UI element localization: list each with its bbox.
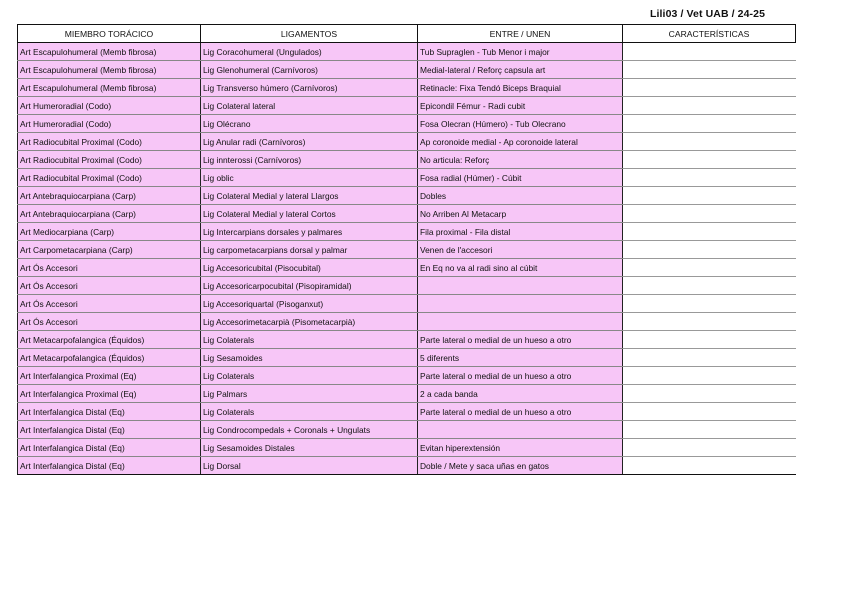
header-miembro-toracico: MIEMBRO TORÁCICO bbox=[18, 25, 201, 43]
cell-ligament: Lig innterossi (Carnívoros) bbox=[201, 151, 418, 169]
cell-between bbox=[418, 313, 623, 331]
cell-ligament: Lig Accesoricubital (Pisocubital) bbox=[201, 259, 418, 277]
cell-ligament: Lig Palmars bbox=[201, 385, 418, 403]
cell-ligament: Lig Colateral lateral bbox=[201, 97, 418, 115]
cell-ligament: Lig Coracohumeral (Ungulados) bbox=[201, 43, 418, 61]
cell-joint: Art Escapulohumeral (Memb fibrosa) bbox=[18, 61, 201, 79]
cell-characteristics bbox=[623, 439, 796, 457]
cell-characteristics bbox=[623, 313, 796, 331]
cell-between: Ap coronoide medial - Ap coronoide lateral bbox=[418, 133, 623, 151]
cell-characteristics bbox=[623, 151, 796, 169]
cell-ligament: Lig Colaterals bbox=[201, 367, 418, 385]
cell-between: Parte lateral o medial de un hueso a otro bbox=[418, 367, 623, 385]
table-row bbox=[18, 187, 796, 205]
cell-joint: Art Humeroradial (Codo) bbox=[18, 115, 201, 133]
cell-between: Dobles bbox=[418, 187, 623, 205]
table-row bbox=[18, 241, 796, 259]
table-row bbox=[18, 61, 796, 79]
cell-ligament: Lig Glenohumeral (Carnívoros) bbox=[201, 61, 418, 79]
cell-characteristics bbox=[623, 349, 796, 367]
cell-joint: Art Interfalangica Proximal (Eq) bbox=[18, 367, 201, 385]
cell-characteristics bbox=[623, 133, 796, 151]
table-row bbox=[18, 331, 796, 349]
cell-ligament: Lig Sesamoides bbox=[201, 349, 418, 367]
cell-ligament: Lig Transverso húmero (Carnívoros) bbox=[201, 79, 418, 97]
cell-between: Doble / Mete y saca uñas en gatos bbox=[418, 457, 623, 475]
cell-characteristics bbox=[623, 223, 796, 241]
cell-between: Epicondil Fémur - Radi cubit bbox=[418, 97, 623, 115]
cell-between: No Arriben Al Metacarp bbox=[418, 205, 623, 223]
cell-joint: Art Escapulohumeral (Memb fibrosa) bbox=[18, 79, 201, 97]
cell-between bbox=[418, 277, 623, 295]
cell-ligament: Lig Accesorimetacarpià (Pisometacarpià) bbox=[201, 313, 418, 331]
cell-characteristics bbox=[623, 403, 796, 421]
table-row bbox=[18, 259, 796, 277]
table-body bbox=[18, 43, 796, 475]
cell-ligament: Lig oblic bbox=[201, 169, 418, 187]
table-row bbox=[18, 223, 796, 241]
cell-joint: Art Metacarpofalangica (Équidos) bbox=[18, 331, 201, 349]
table-row bbox=[18, 169, 796, 187]
cell-joint: Art Mediocarpiana (Carp) bbox=[18, 223, 201, 241]
cell-ligament: Lig Accesoricarpocubital (Pisopiramidal) bbox=[201, 277, 418, 295]
cell-characteristics bbox=[623, 169, 796, 187]
cell-characteristics bbox=[623, 331, 796, 349]
cell-joint: Art Ós Accesori bbox=[18, 259, 201, 277]
cell-characteristics bbox=[623, 367, 796, 385]
cell-ligament: Lig Anular radi (Carnívoros) bbox=[201, 133, 418, 151]
cell-characteristics bbox=[623, 385, 796, 403]
cell-joint: Art Radiocubital Proximal (Codo) bbox=[18, 169, 201, 187]
author-credit: Lili03 / Vet UAB / 24-25 bbox=[650, 8, 766, 20]
table-row bbox=[18, 439, 796, 457]
table-row bbox=[18, 205, 796, 223]
cell-between: Parte lateral o medial de un hueso a otro bbox=[418, 331, 623, 349]
cell-between: 2 a cada banda bbox=[418, 385, 623, 403]
cell-between: Evitan hiperextensión bbox=[418, 439, 623, 457]
table-row bbox=[18, 151, 796, 169]
cell-ligament: Lig Colateral Medial y lateral Cortos bbox=[201, 205, 418, 223]
table-row bbox=[18, 385, 796, 403]
cell-between bbox=[418, 295, 623, 313]
cell-joint: Art Escapulohumeral (Memb fibrosa) bbox=[18, 43, 201, 61]
table-row bbox=[18, 79, 796, 97]
cell-ligament: Lig carpometacarpians dorsal y palmar bbox=[201, 241, 418, 259]
cell-joint: Art Ós Accesori bbox=[18, 313, 201, 331]
table-row bbox=[18, 97, 796, 115]
table-row bbox=[18, 313, 796, 331]
cell-joint: Art Ós Accesori bbox=[18, 295, 201, 313]
cell-between: No articula: Reforç bbox=[418, 151, 623, 169]
cell-characteristics bbox=[623, 241, 796, 259]
cell-between: Fosa Olecran (Húmero) - Tub Olecrano bbox=[418, 115, 623, 133]
cell-between: Venen de l'accesori bbox=[418, 241, 623, 259]
table-row bbox=[18, 133, 796, 151]
header-row bbox=[18, 25, 796, 43]
cell-characteristics bbox=[623, 79, 796, 97]
cell-characteristics bbox=[623, 61, 796, 79]
header-ligamentos: LIGAMENTOS bbox=[201, 25, 418, 43]
cell-ligament: Lig Sesamoides Distales bbox=[201, 439, 418, 457]
cell-between: En Eq no va al radi sino al cúbit bbox=[418, 259, 623, 277]
table-row bbox=[18, 277, 796, 295]
cell-between: Retinacle: Fixa Tendó Biceps Braquial bbox=[418, 79, 623, 97]
cell-characteristics bbox=[623, 421, 796, 439]
header-entre-unen: ENTRE / UNEN bbox=[418, 25, 623, 43]
cell-joint: Art Humeroradial (Codo) bbox=[18, 97, 201, 115]
cell-between: 5 diferents bbox=[418, 349, 623, 367]
cell-ligament: Lig Accesoriquartal (Pisoganxut) bbox=[201, 295, 418, 313]
cell-characteristics bbox=[623, 277, 796, 295]
table-row bbox=[18, 421, 796, 439]
cell-ligament: Lig Olécrano bbox=[201, 115, 418, 133]
cell-ligament: Lig Dorsal bbox=[201, 457, 418, 475]
cell-characteristics bbox=[623, 259, 796, 277]
cell-joint: Art Antebraquiocarpiana (Carp) bbox=[18, 187, 201, 205]
cell-joint: Art Interfalangica Distal (Eq) bbox=[18, 421, 201, 439]
cell-between: Fosa radial (Húmer) - Cúbit bbox=[418, 169, 623, 187]
table-row bbox=[18, 115, 796, 133]
cell-characteristics bbox=[623, 205, 796, 223]
cell-joint: Art Carpometacarpiana (Carp) bbox=[18, 241, 201, 259]
cell-joint: Art Metacarpofalangica (Équidos) bbox=[18, 349, 201, 367]
table-row bbox=[18, 295, 796, 313]
cell-between bbox=[418, 421, 623, 439]
table-row bbox=[18, 349, 796, 367]
cell-characteristics bbox=[623, 115, 796, 133]
cell-ligament: Lig Colaterals bbox=[201, 331, 418, 349]
cell-ligament: Lig Colaterals bbox=[201, 403, 418, 421]
cell-between: Tub Supraglen - Tub Menor i major bbox=[418, 43, 623, 61]
cell-characteristics bbox=[623, 97, 796, 115]
cell-between: Parte lateral o medial de un hueso a otro bbox=[418, 403, 623, 421]
cell-characteristics bbox=[623, 457, 796, 475]
cell-joint: Art Interfalangica Distal (Eq) bbox=[18, 439, 201, 457]
cell-between: Fila proximal - Fila distal bbox=[418, 223, 623, 241]
cell-joint: Art Ós Accesori bbox=[18, 277, 201, 295]
table-row bbox=[18, 367, 796, 385]
ligaments-table bbox=[17, 24, 796, 475]
cell-between: Medial-lateral / Reforç capsula art bbox=[418, 61, 623, 79]
cell-ligament: Lig Colateral Medial y lateral Llargos bbox=[201, 187, 418, 205]
table-row bbox=[18, 403, 796, 421]
table-row bbox=[18, 457, 796, 475]
cell-characteristics bbox=[623, 295, 796, 313]
cell-ligament: Lig Intercarpians dorsales y palmares bbox=[201, 223, 418, 241]
cell-joint: Art Radiocubital Proximal (Codo) bbox=[18, 133, 201, 151]
cell-joint: Art Antebraquiocarpiana (Carp) bbox=[18, 205, 201, 223]
header-caracteristicas: CARACTERÍSTICAS bbox=[623, 25, 796, 43]
cell-ligament: Lig Condrocompedals + Coronals + Ungulats bbox=[201, 421, 418, 439]
cell-joint: Art Interfalangica Proximal (Eq) bbox=[18, 385, 201, 403]
cell-joint: Art Radiocubital Proximal (Codo) bbox=[18, 151, 201, 169]
cell-characteristics bbox=[623, 187, 796, 205]
table-row bbox=[18, 43, 796, 61]
cell-joint: Art Interfalangica Distal (Eq) bbox=[18, 457, 201, 475]
cell-joint: Art Interfalangica Distal (Eq) bbox=[18, 403, 201, 421]
cell-characteristics bbox=[623, 43, 796, 61]
